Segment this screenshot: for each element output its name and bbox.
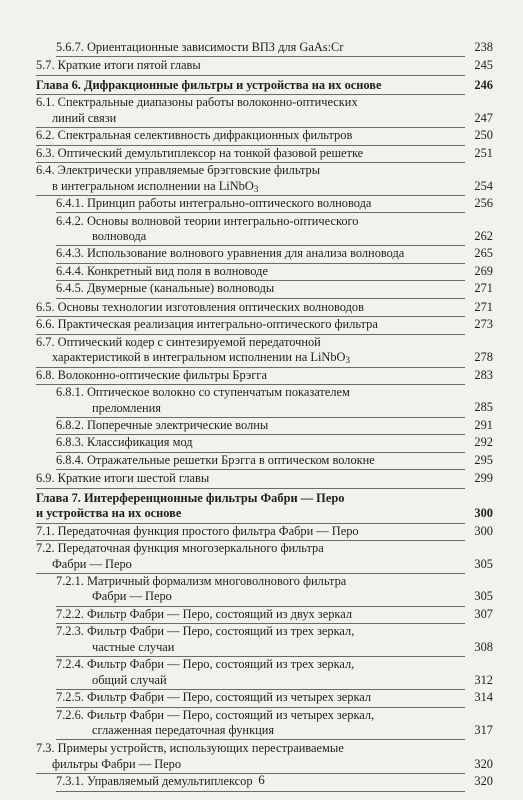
toc-entry-page: 262	[474, 228, 493, 243]
toc-entry	[0, 453, 523, 468]
toc-entry-page: 292	[474, 435, 493, 450]
toc-entry-title-line: 7.2.1. Матричный формализм многоволнового фильтра	[56, 574, 347, 588]
toc-entry-page: 250	[474, 128, 493, 143]
toc-chapter	[0, 78, 523, 93]
toc-entry-page: 269	[474, 263, 493, 278]
toc-entry-title-line: 6.8.3. Классификация мод	[56, 435, 193, 450]
toc-entry-title-line: характеристикой в интегральном исполнении на LiNbO$_3$	[52, 350, 350, 366]
toc-entry-title	[36, 335, 465, 368]
toc-entry-page: 299	[474, 471, 493, 486]
toc-entry-page: 312	[474, 672, 493, 687]
toc-entry	[0, 624, 523, 655]
toc-entry-title	[36, 128, 465, 145]
toc-entry-page: 251	[474, 145, 493, 160]
toc-entry-title-line: 7.2.6. Фильтр Фабри — Перо, состоящий из четырех зеркал,	[56, 707, 375, 722]
toc-entry	[0, 95, 523, 126]
toc-entry-title-line: Фабри — Перо	[52, 556, 132, 571]
toc-entry	[0, 335, 523, 366]
toc-entry-title	[36, 163, 465, 196]
toc-entry-page: 291	[474, 417, 493, 432]
toc-entry-title-line: Глава 6. Дифракционные фильтры и устройства на их основе	[36, 77, 382, 92]
toc-entry-page: 320	[474, 756, 493, 771]
toc-entry-title-line: 6.4.4. Конкретный вид поля в волноводе	[56, 263, 268, 278]
toc-entry-title-line: в интегральном исполнении на LiNbO$_3$	[52, 178, 259, 194]
toc-entry-page: 314	[474, 690, 493, 705]
toc-entry-title	[36, 524, 465, 541]
toc-entry-title-line: Фабри — Перо	[92, 589, 172, 604]
toc-entry-title-line: 7.3.1. Управляемый демультиплексор	[56, 774, 253, 789]
toc-entry-title	[56, 624, 465, 657]
table-of-contents	[0, 40, 523, 792]
toc-entry	[0, 708, 523, 739]
toc-entry-title-line: 6.8.4. Отражательные решетки Брэгга в оптическом волокне	[56, 452, 375, 467]
toc-entry-title-line: 6.4.1. Принцип работы интегрально-оптического волновода	[56, 196, 372, 211]
toc-entry-page: 265	[474, 246, 493, 261]
toc-entry-title-line: 6.8.2. Поперечные электрические волны	[56, 417, 269, 432]
toc-entry	[0, 471, 523, 486]
toc-entry-title	[36, 491, 465, 524]
toc-entry-title	[56, 214, 465, 247]
toc-entry-title	[56, 607, 465, 624]
toc-entry-page: 273	[474, 317, 493, 332]
toc-entry-title-line: 6.7. Оптический кодер с синтезируемой передаточной	[36, 334, 321, 349]
toc-entry-title	[56, 196, 465, 213]
toc-entry-page: 305	[474, 589, 493, 604]
toc-entry-title	[36, 300, 465, 317]
toc-entry-title-line: линий связи	[52, 110, 117, 125]
toc-entry-title-line: общий случай	[92, 672, 167, 687]
toc-entry-title	[56, 574, 465, 607]
toc-entry-title	[56, 657, 465, 690]
toc-entry-title-line: 6.6. Практическая реализация интегрально-оптического фильтра	[36, 317, 378, 332]
toc-entry-title	[36, 471, 465, 488]
toc-entry-title-line: 7.2.2. Фильтр Фабри — Перо, состоящий из двух зеркал	[56, 606, 353, 621]
toc-entry	[0, 368, 523, 383]
toc-entry	[0, 524, 523, 539]
toc-entry-page: 283	[474, 367, 493, 382]
toc-entry-title-line: 6.4. Электрически управляемые брэгговские фильтры	[36, 163, 321, 178]
toc-entry-title-line: 7.1. Передаточная функция простого фильтра Фабри — Перо	[36, 523, 359, 538]
toc-entry-page: 317	[474, 723, 493, 738]
toc-entry-title	[56, 385, 465, 418]
toc-entry-page: 295	[474, 452, 493, 467]
toc-entry-title	[56, 708, 465, 741]
toc-entry-title-line: 6.2. Спектральная селективность дифракционных фильтров	[36, 128, 353, 143]
toc-entry-title-line: 6.5. Основы технологии изготовления оптических волноводов	[36, 299, 364, 314]
toc-entry	[0, 58, 523, 73]
toc-entry-title-line: 7.2. Передаточная функция многозеркального фильтра	[36, 541, 324, 556]
toc-entry-page: 245	[474, 58, 493, 73]
toc-entry-title	[36, 146, 465, 163]
toc-entry-title-line: фильтры Фабри — Перо	[52, 756, 182, 771]
toc-entry-title	[56, 453, 465, 470]
toc-entry-page: 271	[474, 281, 493, 296]
toc-entry-title-line: 5.6.7. Ориентационные зависимости ВПЗ для GaAs:Cr	[56, 40, 344, 54]
toc-entry	[0, 146, 523, 161]
toc-entry	[0, 246, 523, 261]
toc-entry-page: 300	[474, 506, 493, 521]
toc-entry-title-line: 6.8. Волоконно-оптические фильтры Брэгга	[36, 367, 267, 382]
toc-entry-title	[56, 246, 465, 263]
toc-entry-page: 307	[474, 606, 493, 621]
toc-entry	[0, 317, 523, 332]
toc-entry	[0, 385, 523, 416]
toc-entry	[0, 418, 523, 433]
toc-entry-title	[56, 281, 465, 298]
toc-entry-title-line: и устройства на их основе	[36, 506, 182, 521]
toc-entry-title	[36, 78, 465, 95]
toc-entry	[0, 163, 523, 194]
toc-entry-page: 246	[474, 77, 493, 92]
toc-entry-page: 320	[474, 774, 493, 789]
toc-entry-title	[36, 95, 465, 128]
toc-entry-page: 300	[474, 523, 493, 538]
toc-entry-title-line: 6.4.2. Основы волновой теории интегрально-оптического	[56, 213, 359, 228]
toc-entry	[0, 281, 523, 296]
toc-entry-title-line: 6.1. Спектральные диапазоны работы волоконно-оптических	[36, 95, 358, 110]
toc-entry-title-line: 6.9. Краткие итоги шестой главы	[36, 471, 210, 486]
toc-entry	[0, 607, 523, 622]
toc-entry-page: 305	[474, 556, 493, 571]
toc-entry-title-line: 6.3. Оптический демультиплексор на тонкой фазовой решетке	[36, 145, 364, 160]
toc-entry-page: 254	[474, 178, 493, 193]
toc-entry-title	[56, 690, 465, 707]
toc-entry-title	[36, 541, 465, 574]
toc-entry	[0, 214, 523, 245]
toc-entry-title	[56, 435, 465, 452]
toc-entry-title-line: волновода	[92, 228, 147, 243]
toc-entry-page: 271	[474, 299, 493, 314]
toc-entry	[0, 264, 523, 279]
page-number: 6	[258, 772, 265, 787]
toc-entry-title	[56, 40, 465, 57]
toc-entry-title-line: 7.2.4. Фильтр Фабри — Перо, состоящий из трех зеркал,	[56, 657, 355, 672]
toc-entry-title	[36, 317, 465, 334]
toc-entry-title	[56, 418, 465, 435]
toc-entry-title	[36, 368, 465, 385]
toc-entry-title	[36, 741, 465, 774]
toc-entry-title-line: 7.3. Примеры устройств, использующих перестраиваемые	[36, 741, 344, 756]
toc-entry	[0, 196, 523, 211]
toc-entry-page: 278	[474, 350, 493, 365]
toc-entry	[0, 40, 523, 55]
toc-entry	[0, 657, 523, 688]
toc-chapter	[0, 491, 523, 522]
toc-entry-page: 247	[474, 110, 493, 125]
toc-entry	[0, 128, 523, 143]
toc-entry	[0, 690, 523, 705]
toc-entry-title-line: 6.4.5. Двумерные (канальные) волноводы	[56, 281, 275, 296]
toc-entry	[0, 741, 523, 772]
toc-entry-title	[36, 58, 465, 75]
toc-entry-title-line: 5.7. Краткие итоги пятой главы	[36, 58, 201, 73]
toc-entry-title	[56, 264, 465, 281]
toc-entry-title-line: сглаженная передаточная функция	[92, 723, 275, 738]
toc-entry	[0, 435, 523, 450]
toc-entry-title-line: 6.8.1. Оптическое волокно со ступенчатым показателем	[56, 385, 350, 400]
toc-entry-title-line: преломления	[92, 400, 161, 415]
toc-entry-page: 308	[474, 639, 493, 654]
toc-entry-title-line: частные случаи	[92, 639, 175, 654]
toc-entry-title-line: 7.2.5. Фильтр Фабри — Перо, состоящий из четырех зеркал	[56, 690, 372, 705]
toc-entry-title-line: 6.4.3. Использование волнового уравнения для анализа волновода	[56, 246, 405, 261]
toc-entry-page: 285	[474, 400, 493, 415]
toc-entry	[0, 541, 523, 572]
toc-entry	[0, 574, 523, 605]
toc-entry-page: 256	[474, 196, 493, 211]
toc-entry-page: 238	[474, 40, 493, 54]
toc-entry	[0, 300, 523, 315]
toc-entry-title-line: Глава 7. Интерференционные фильтры Фабри — Перо	[36, 490, 345, 505]
toc-entry-title-line: 7.2.3. Фильтр Фабри — Перо, состоящий из трех зеркал,	[56, 624, 355, 639]
